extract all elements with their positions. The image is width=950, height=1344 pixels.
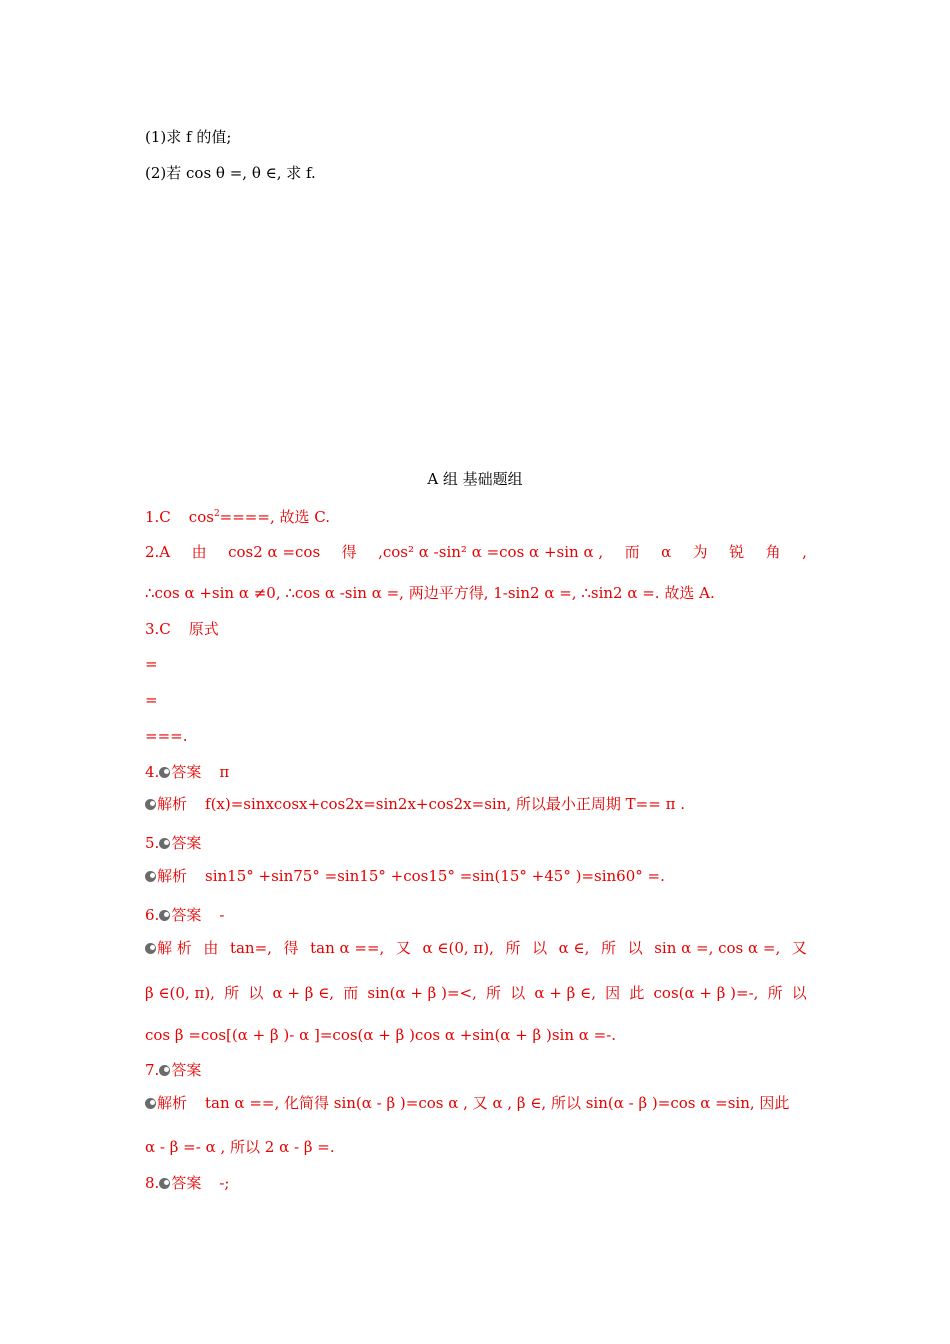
analysis-marker-icon: [145, 871, 156, 882]
answer-2-label: 2.A: [145, 543, 171, 561]
answer-6-word: 此: [629, 984, 645, 1002]
answer-3-step-2: =: [145, 691, 158, 709]
answer-7: [145, 1060, 201, 1080]
answer-5: [145, 833, 201, 853]
answer-marker-icon: [159, 1065, 170, 1076]
answer-6-word: α + β ∈,: [534, 984, 596, 1002]
answer-4-answer-label: 答案: [171, 763, 202, 781]
answer-6-analysis-line-1: [145, 938, 807, 958]
answer-marker-icon: [159, 910, 170, 921]
answer-5-answer-label: 答案: [171, 834, 202, 852]
answer-2-word: 得: [341, 543, 357, 561]
answer-2-word: α: [661, 543, 672, 561]
answer-2-word: 而: [624, 543, 640, 561]
question-part-1: (1)求 f 的值;: [145, 128, 232, 146]
question-part-2: (2)若 cos θ =, θ ∈, 求 f.: [145, 164, 316, 182]
group-title: A 组 基础题组: [427, 470, 523, 488]
answer-6-word: sin α =, cos α =,: [654, 939, 781, 957]
answer-1-expr: cos: [188, 508, 214, 526]
answer-2-line-2: ∴cos α +sin α ≠0, ∴cos α -sin α =, 两边平方得, 1-sin2 α =, ∴sin2 α =. 故选 A.: [145, 584, 715, 602]
answer-3-label: 3.C: [145, 620, 171, 638]
answer-6-word: 以: [627, 939, 643, 957]
answer-1: [145, 507, 330, 527]
answer-8: [145, 1173, 229, 1193]
answer-6-analysis-line-2: [145, 983, 807, 1003]
answer-4-analysis: [145, 794, 685, 814]
answer-7-analysis-text: tan α ==, 化简得 sin(α - β )=cos α , 又 α , β ∈, 所以 sin(α - β )=cos α =sin, 因此: [205, 1094, 790, 1112]
answer-2-word: 为: [692, 543, 708, 561]
answer-7-analysis-label: 解析: [157, 1094, 188, 1112]
answer-5-analysis-label: 解析: [157, 867, 188, 885]
answer-8-label: 8.: [145, 1174, 160, 1192]
answer-marker-icon: [159, 838, 170, 849]
answer-7-analysis: [145, 1093, 789, 1113]
answer-6-word: 又: [395, 939, 411, 957]
answer-5-analysis-text: sin15° +sin75° =sin15° +cos15° =sin(15° +45° )=sin60° =.: [205, 867, 665, 885]
answer-6-word: 因: [605, 984, 621, 1002]
answer-6-word: 以: [532, 939, 548, 957]
answer-6-answer: -: [219, 906, 225, 924]
answer-2-word: ,: [802, 543, 807, 561]
answer-6-analysis-head: [145, 938, 192, 958]
answer-6: [145, 905, 224, 925]
answer-6-label: 6.: [145, 906, 160, 924]
answer-6-analysis-line-3: cos β =cos[(α + β )- α ]=cos(α + β )cos α +sin(α + β )sin α =-.: [145, 1026, 617, 1044]
analysis-marker-icon: [145, 1098, 156, 1109]
answer-2-line-1: [145, 542, 807, 562]
analysis-marker-icon: [145, 799, 156, 810]
answer-marker-icon: [159, 1178, 170, 1189]
answer-1-result: ====, 故选 C.: [219, 508, 330, 526]
answer-6-word: α + β ∈,: [272, 984, 335, 1002]
answer-2-word: 锐: [729, 543, 745, 561]
answer-3-step-1: =: [145, 655, 158, 673]
answer-4-analysis-label: 解析: [157, 795, 188, 813]
analysis-marker-icon: [145, 943, 156, 954]
answer-6-word: 所: [486, 984, 502, 1002]
answer-6-word: 所: [601, 939, 617, 957]
answer-8-answer-label: 答案: [171, 1174, 202, 1192]
answer-6-word: tan=,: [229, 939, 272, 957]
answer-6-word: 以: [510, 984, 526, 1002]
answer-6-word: 得: [283, 939, 299, 957]
answer-3-step-3: ===.: [145, 727, 188, 745]
answer-5-analysis: [145, 866, 665, 886]
answer-6-word: 所: [767, 984, 783, 1002]
answer-6-word: 而: [343, 984, 359, 1002]
answer-6-word: 由: [203, 939, 219, 957]
answer-6-word: α ∈(0, π),: [422, 939, 494, 957]
answer-6-answer-label: 答案: [171, 906, 202, 924]
answer-7-label: 7.: [145, 1061, 160, 1079]
answer-2-word: 由: [191, 543, 207, 561]
answer-6-word: β ∈(0, π),: [145, 984, 215, 1002]
answer-6-word: 又: [791, 939, 807, 957]
answer-6-word: sin(α + β )=<,: [367, 984, 477, 1002]
answer-6-word: 所: [224, 984, 240, 1002]
answer-1-exponent: 2: [213, 509, 220, 519]
answer-5-label: 5.: [145, 834, 160, 852]
answer-6-word: cos(α + β )=-,: [653, 984, 759, 1002]
answer-6-analysis-label: 解 析: [157, 939, 192, 957]
answer-1-label: 1.C: [145, 508, 171, 526]
answer-3: [145, 619, 219, 639]
answer-4-analysis-text: f(x)=sinxcosx+cos2x=sin2x+cos2x=sin, 所以最小正周期 T== π .: [205, 795, 685, 813]
answer-7-answer-label: 答案: [171, 1061, 202, 1079]
answer-6-word: α ∈,: [558, 939, 590, 957]
answer-7-analysis-line-2: α - β =- α , 所以 2 α - β =.: [145, 1138, 335, 1156]
answer-2-word: 角: [765, 543, 781, 561]
answer-marker-icon: [159, 767, 170, 778]
answer-6-word: 以: [248, 984, 264, 1002]
answer-6-word: 所: [505, 939, 521, 957]
answer-2-word: cos2 α =cos: [228, 543, 321, 561]
answer-4-answer: π: [219, 763, 230, 781]
answer-3-text: 原式: [188, 620, 219, 638]
answer-4-label: 4.: [145, 763, 160, 781]
answer-6-word: 以: [791, 984, 807, 1002]
answer-2-word: ,cos² α -sin² α =cos α +sin α ,: [378, 543, 604, 561]
answer-4: [145, 762, 229, 782]
answer-8-answer: -;: [219, 1174, 230, 1192]
answer-6-word: tan α ==,: [310, 939, 385, 957]
